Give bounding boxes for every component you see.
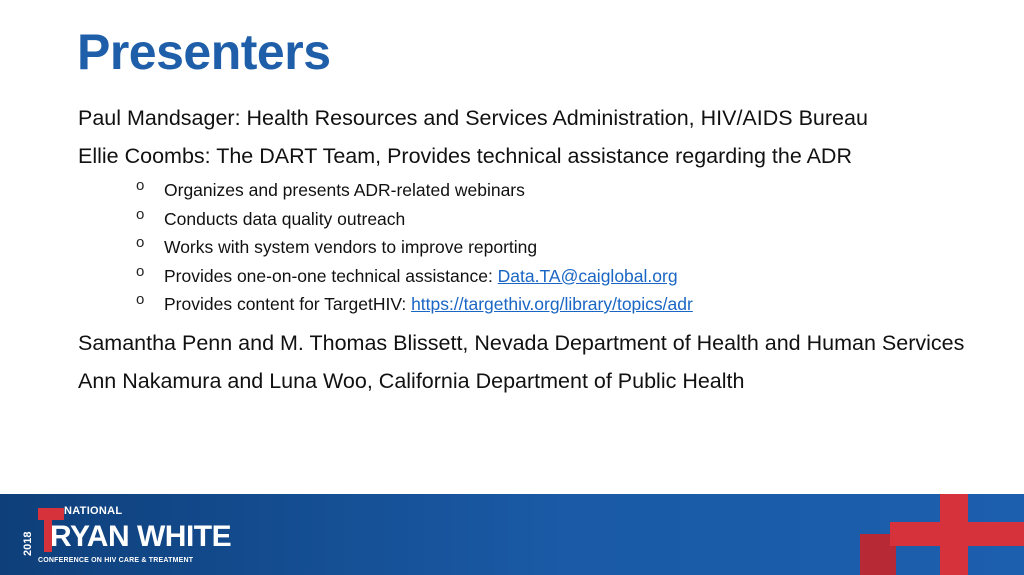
logo-subtitle: CONFERENCE ON HIV CARE & TREATMENT	[38, 557, 194, 564]
list-item-text: Provides content for TargetHIV:	[164, 294, 412, 314]
circle-bullet-icon: o	[136, 262, 145, 280]
coombs-responsibilities-list	[78, 176, 968, 319]
logo-title: RYAN WHITE	[50, 520, 232, 553]
circle-bullet-icon: o	[136, 177, 145, 194]
presenter-entry-nakamura-woo: Ann Nakamura and Luna Woo, California Department of Public Health	[78, 368, 745, 393]
slide-title: Presenters	[77, 24, 331, 80]
list-item-text: Provides one-on-one technical assistance:	[164, 265, 498, 286]
list-item	[136, 205, 968, 234]
circle-bullet-icon: o	[136, 205, 145, 223]
logo-national: NATIONAL	[64, 505, 123, 517]
list-item-text: Organizes and presents ADR-related webinars	[164, 180, 525, 200]
presenter-list	[78, 104, 968, 405]
list-item	[136, 262, 968, 291]
footer-banner	[0, 494, 1024, 575]
circle-bullet-icon: o	[136, 234, 145, 251]
ryan-white-logo	[20, 502, 232, 570]
email-link[interactable]: Data.TA@caiglobal.org	[497, 265, 678, 286]
presenter-entry-coombs: Ellie Coombs: The DART Team, Provides technical assistance regarding the ADR	[78, 144, 852, 168]
logo-year: 2018	[22, 531, 34, 557]
list-item-text: Works with system vendors to improve reporting	[164, 237, 538, 257]
list-item	[136, 176, 968, 205]
targethiv-link[interactable]: https://targethiv.org/library/topics/adr	[411, 294, 693, 314]
list-item	[136, 233, 968, 262]
red-cross-horizontal	[890, 522, 1024, 546]
presenter-entry-mandsager: Paul Mandsager: Health Resources and Services Administration, HIV/AIDS Bureau	[78, 106, 868, 130]
list-item	[136, 290, 968, 319]
presenter-entry-penn-blissett: Samantha Penn and M. Thomas Blissett, Nevada Department of Health and Human Services	[78, 330, 965, 355]
circle-bullet-icon: o	[136, 291, 145, 308]
list-item-text: Conducts data quality outreach	[164, 208, 406, 229]
